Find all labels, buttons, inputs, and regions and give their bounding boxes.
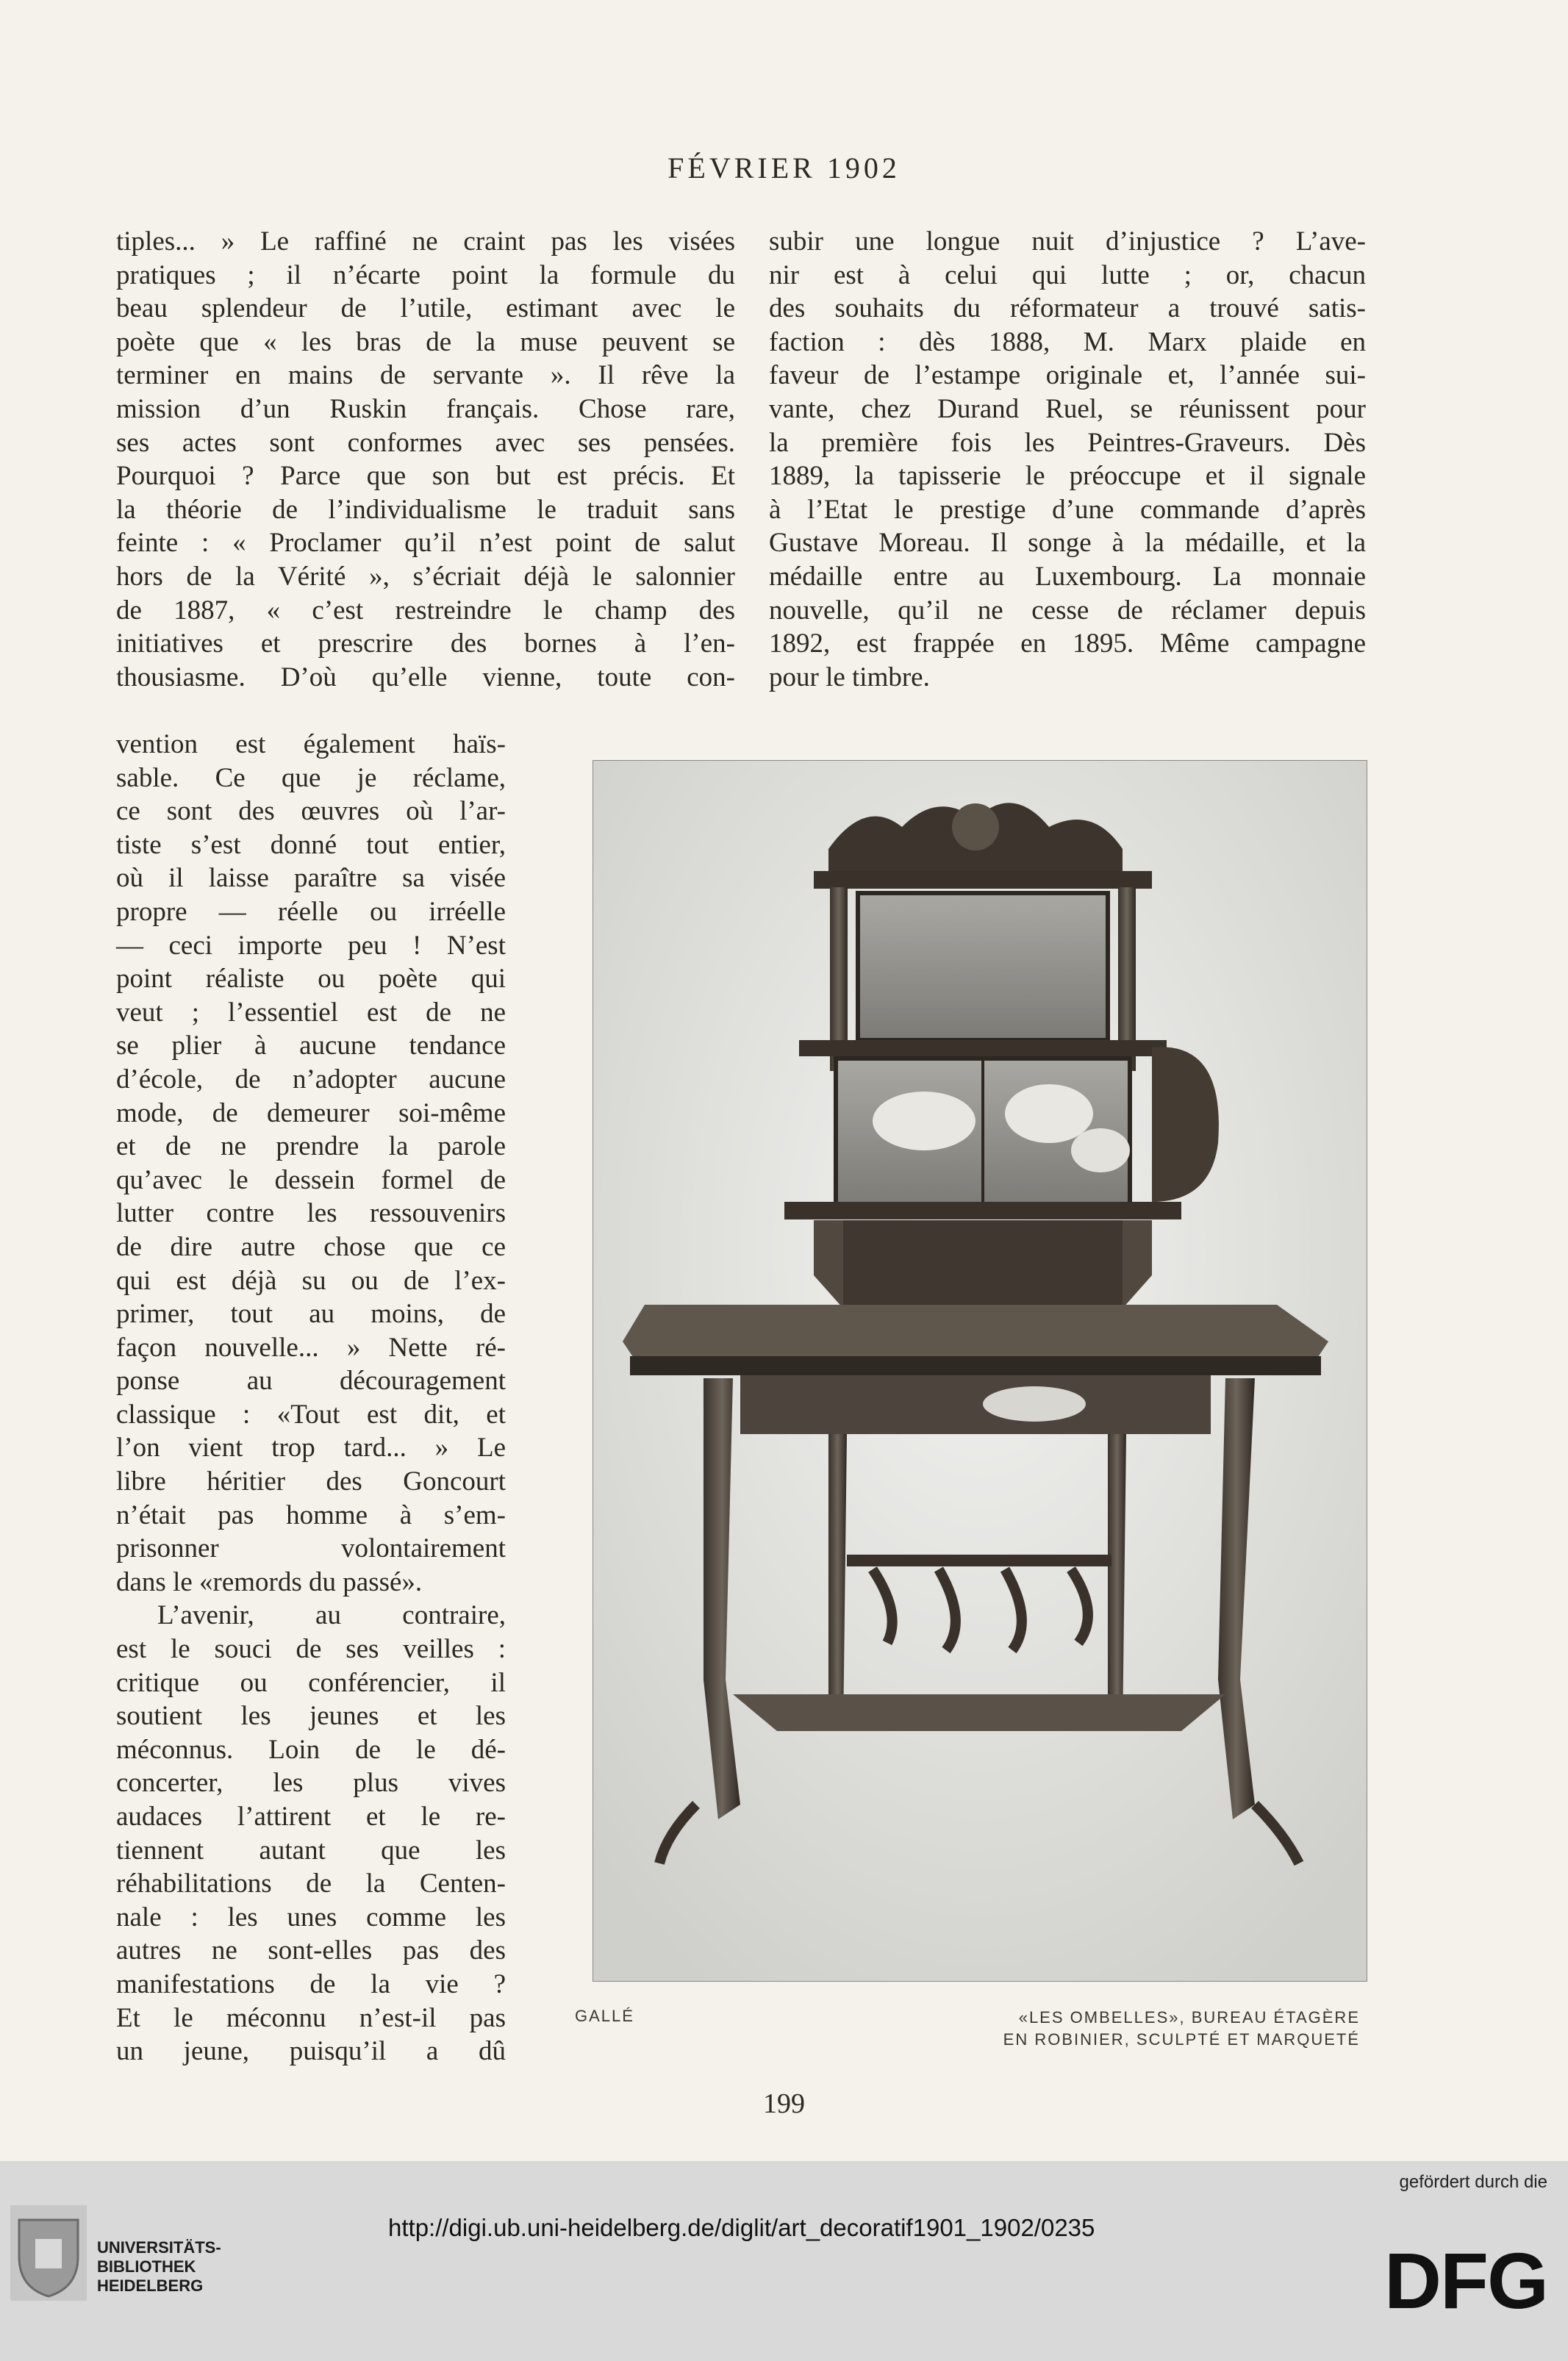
text-line: L’avenir, au contraire, [157, 1600, 506, 1631]
source-url[interactable]: http://digi.ub.uni-heidelberg.de/diglit/art_decoratif1901_1902/0235 [388, 2214, 1095, 2241]
text-line: la première fois les Peintres-Graveurs. Dès [769, 427, 1366, 458]
text-line: libre héritier des Goncourt [116, 1466, 506, 1497]
text-line: terminer en mains de servante ». Il rêve la [116, 360, 735, 391]
text-line: de 1887, « c’est restreindre le champ des [116, 595, 735, 626]
text-line: Et le méconnu n’est-il pas [116, 2002, 506, 2033]
text-line: méconnus. Loin de le dé- [116, 1734, 506, 1765]
text-line: veut ; l’essentiel est de ne [116, 997, 506, 1028]
text-line: tiste s’est donné tout entier, [116, 829, 506, 860]
text-line: à l’Etat le prestige d’une commande d’après [769, 494, 1366, 525]
text-line: d’école, de n’adopter aucune [116, 1064, 506, 1094]
text-line: hors de la Vérité », s’écriait déjà le salonnier [116, 561, 735, 592]
university-name-line-1: UNIVERSITÄTS- [97, 2238, 221, 2257]
text-line: lutter contre les ressouvenirs [116, 1198, 506, 1229]
text-line: l’on vient trop tard... » Le [116, 1433, 506, 1463]
text-line: prisonner volontairement [116, 1533, 506, 1564]
text-line: sable. Ce que je réclame, [116, 762, 506, 793]
text-line: la théorie de l’individualisme le traduit sans [116, 494, 735, 525]
text-line: qu’avec le dessein formel de [116, 1164, 506, 1195]
university-seal-icon [10, 2205, 87, 2301]
text-line: nale : les unes comme les [116, 1902, 506, 1932]
text-line: audaces l’attirent et le re- [116, 1802, 506, 1832]
text-line: se plier à aucune tendance [116, 1031, 506, 1061]
text-line: tiples... » Le raffiné ne craint pas les visées [116, 226, 735, 257]
text-line: mode, de demeurer soi-même [116, 1097, 506, 1128]
text-line: où il laisse paraître sa visée [116, 863, 506, 894]
digitization-footer [0, 2161, 1568, 2361]
furniture-photograph [593, 760, 1367, 1982]
text-line: tiennent autant que les [116, 1835, 506, 1866]
text-line: manifestations de la vie ? [116, 1968, 506, 1999]
text-line: mission d’un Ruskin français. Chose rare, [116, 393, 735, 424]
text-line: médaille entre au Luxembourg. La monnaie [769, 561, 1366, 592]
text-line: Pourquoi ? Parce que son but est précis. Et [116, 461, 735, 492]
left-column-narrow [116, 728, 506, 2068]
text-line: ponse au découragement [116, 1366, 506, 1397]
text-line: faveur de l’estampe originale et, l’année sui- [769, 360, 1366, 391]
figure-caption-line-1: «LES OMBELLES», BUREAU ÉTAGÈRE [1018, 2008, 1360, 2027]
university-name [97, 2238, 221, 2296]
text-line: dans le «remords du passé». [116, 1566, 423, 1597]
university-name-line-2: BIBLIOTHEK [97, 2257, 196, 2276]
left-column-top [116, 225, 735, 694]
text-line: point réaliste ou poète qui [116, 964, 506, 995]
text-line: des souhaits du réformateur a trouvé satis- [769, 293, 1366, 324]
text-line: nouvelle, qu’il ne cesse de réclamer depuis [769, 595, 1366, 626]
text-line: concerter, les plus vives [116, 1768, 506, 1799]
text-line: vante, chez Durand Ruel, se réunissent pour [769, 393, 1366, 424]
text-line: 1889, la tapisserie le préoccupe et il signale [769, 461, 1366, 492]
text-line: autres ne sont-elles pas des [116, 1935, 506, 1966]
university-name-line-3: HEIDELBERG [97, 2276, 204, 2295]
text-line: un jeune, puisqu’il a dû [116, 2036, 506, 2067]
text-line: beau splendeur de l’utile, estimant avec le [116, 293, 735, 324]
text-line: réhabilitations de la Centen- [116, 1869, 506, 1899]
page-number: 199 [763, 2088, 805, 2119]
text-line: façon nouvelle... » Nette ré- [116, 1332, 506, 1363]
figure-caption-line-2: EN ROBINIER, SCULPTÉ ET MARQUETÉ [1003, 2030, 1360, 2049]
text-line: classique : «Tout est dit, et [116, 1399, 506, 1430]
text-line: thousiasme. D’où qu’elle vienne, toute con- [116, 662, 735, 692]
text-line: n’était pas homme à s’em- [116, 1500, 506, 1530]
text-line: 1892, est frappée en 1895. Même campagne [769, 628, 1366, 659]
text-line: feinte : « Proclamer qu’il n’est point de salut [116, 528, 735, 559]
text-line: vention est également haïs- [116, 729, 506, 759]
text-line: qui est déjà su ou de l’ex- [116, 1265, 506, 1296]
text-line: — ceci importe peu ! N’est [116, 930, 506, 961]
text-line: de dire autre chose que ce [116, 1231, 506, 1262]
text-line: est le souci de ses veilles : [116, 1634, 506, 1665]
figure-caption-artist: GALLÉ [575, 2007, 634, 2025]
text-line: soutient les jeunes et les [116, 1701, 506, 1732]
text-line: Gustave Moreau. Il songe à la médaille, et la [769, 528, 1366, 559]
funder-label: gefördert durch die [1399, 2172, 1547, 2192]
text-line: initiatives et prescrire des bornes à l’en- [116, 628, 735, 659]
text-line: critique ou conférencier, il [116, 1667, 506, 1698]
text-line: poète que « les bras de la muse peuvent se [116, 326, 735, 357]
text-line: pour le timbre. [769, 662, 930, 692]
text-line: ses actes sont conformes avec ses pensées. [116, 427, 735, 458]
running-title: FÉVRIER 1902 [667, 151, 901, 184]
text-line: propre — réelle ou irréelle [116, 896, 506, 927]
text-line: pratiques ; il n’écarte point la formule du [116, 259, 735, 290]
dfg-logo: DFG [1384, 2236, 1547, 2325]
text-line: ce sont des œuvres où l’ar- [116, 796, 506, 827]
text-line: subir une longue nuit d’injustice ? L’ave- [769, 226, 1366, 257]
figure-caption-title [897, 2007, 1360, 2051]
text-line: primer, tout au moins, de [116, 1299, 506, 1330]
text-line: faction : dès 1888, M. Marx plaide en [769, 326, 1366, 357]
text-line: nir est à celui qui lutte ; or, chacun [769, 259, 1366, 290]
right-column [769, 225, 1366, 694]
text-line: et de ne prendre la parole [116, 1131, 506, 1162]
